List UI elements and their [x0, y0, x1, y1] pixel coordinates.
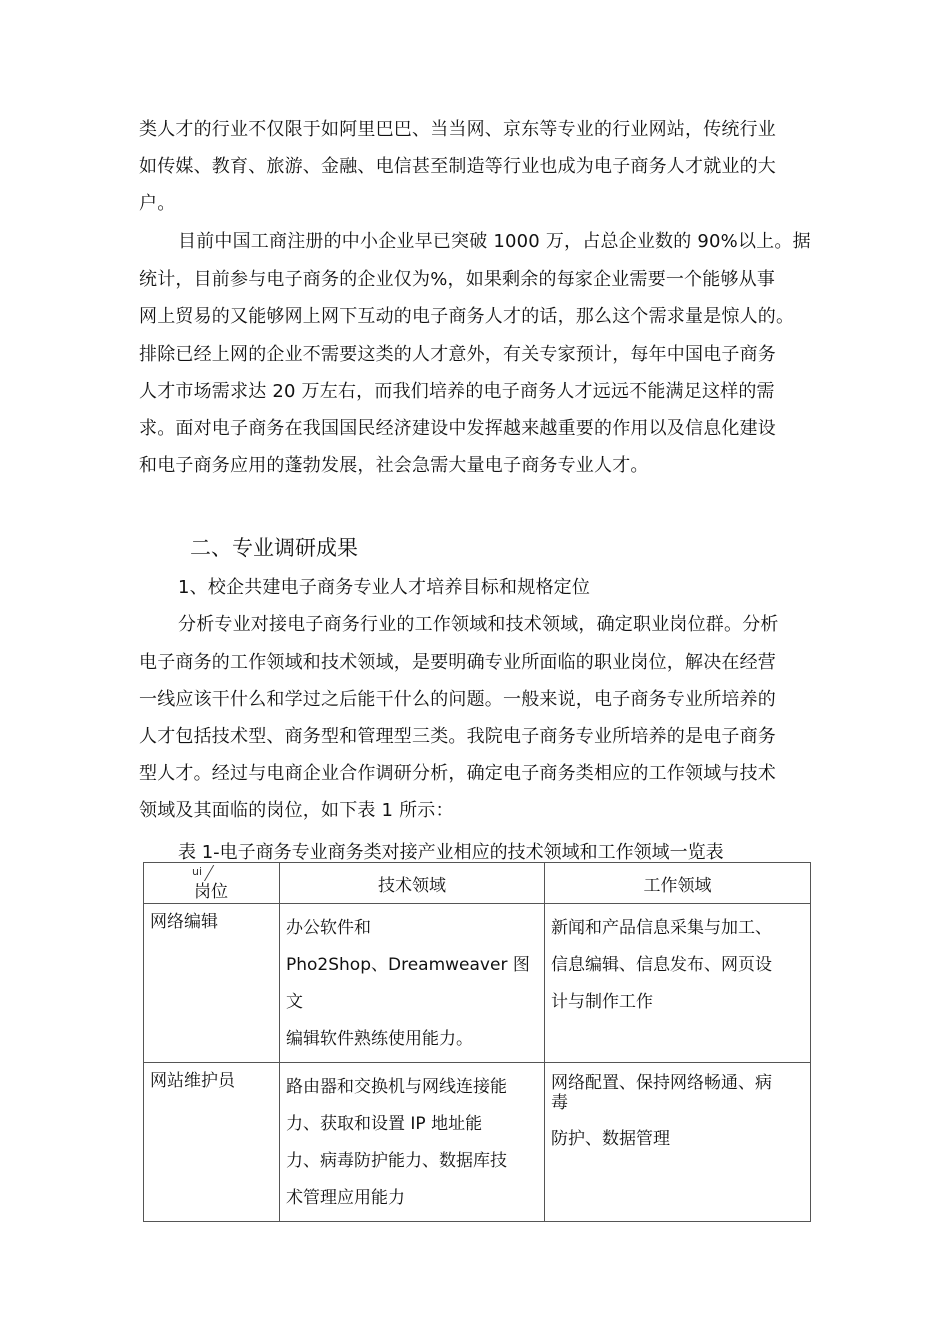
paragraph-1-line-1: 类人才的行业不仅限于如阿里巴巴、当当网、京东等专业的行业网站，传统行业: [139, 119, 776, 140]
tech-line: 编辑软件熟练使用能力。: [286, 1029, 473, 1049]
tech-field-header: 技术领域: [280, 863, 545, 904]
skills-table: [143, 862, 811, 1222]
tech-line: Pho2Shop、Dreamweaver 图文: [286, 955, 530, 1012]
work-line: 新闻和产品信息采集与加工、: [551, 918, 772, 938]
work-line: 防护、数据管理: [551, 1129, 670, 1149]
paragraph-3-line-6: 领域及其面临的岗位，如下表 1 所示：: [139, 800, 454, 821]
position-name: 网络编辑: [150, 912, 218, 932]
paragraph-2-line-1: 目前中国工商注册的中小企业早已突破 1000 万，占总企业数的 90%以上。据: [178, 231, 811, 252]
work-field-header: 工作领域: [545, 863, 811, 904]
table-row: [144, 1063, 811, 1222]
work-line: 网络配置、保持网络畅通、病: [551, 1073, 772, 1093]
tech-line: 力、病毒防护能力、数据库技: [286, 1151, 507, 1171]
tech-line: 办公软件和: [286, 918, 371, 938]
work-line: 计与制作工作: [551, 992, 653, 1012]
paragraph-3-line-5: 型人才。经过与电商企业合作调研分析，确定电子商务类相应的工作领域与技术: [139, 763, 776, 784]
tech-line: 力、获取和设置 IP 地址能: [286, 1114, 483, 1134]
table-caption: 表 1-电子商务专业商务类对接产业相应的技术领域和工作领域一览表: [178, 842, 724, 863]
position-cell: [144, 1063, 280, 1222]
paragraph-3-line-4: 人才包括技术型、商务型和管理型三类。我院电子商务专业所培养的是电子商务: [139, 726, 776, 747]
paragraph-2-line-2: 统计，目前参与电子商务的企业仅为%，如果剩余的每家企业需要一个能够从事: [139, 269, 776, 290]
paragraph-1-line-3: 户。: [139, 193, 176, 214]
paragraph-2-line-7: 和电子商务应用的蓬勃发展，社会急需大量电子商务专业人才。: [139, 455, 649, 476]
position-name: 网站维护员: [150, 1071, 235, 1091]
section-heading: 二、专业调研成果: [190, 536, 358, 560]
tech-line: 路由器和交换机与网线连接能: [286, 1077, 507, 1097]
paragraph-1-line-2: 如传媒、教育、旅游、金融、电信甚至制造等行业也成为电子商务人才就业的大: [139, 156, 776, 177]
corner-header-cell: [144, 863, 280, 904]
paragraph-3-line-3: 一线应该干什么和学过之后能干什么的问题。一般来说，电子商务专业所培养的: [139, 689, 776, 710]
position-header: 岗位: [194, 882, 228, 902]
tech-cell: [280, 1063, 545, 1222]
subheading: 1、校企共建电子商务专业人才培养目标和规格定位: [178, 577, 591, 598]
diagonal-slash: [204, 865, 228, 881]
table-header-row: [144, 863, 811, 904]
paragraph-2-line-5: 人才市场需求达 20 万左右，而我们培养的电子商务人才远远不能满足这样的需: [139, 381, 775, 402]
position-cell: [144, 904, 280, 1063]
tech-line: 术管理应用能力: [286, 1188, 405, 1208]
table-row: [144, 904, 811, 1063]
work-cell: [545, 1063, 811, 1222]
paragraph-3-line-1: 分析专业对接电子商务行业的工作领域和技术领域，确定职业岗位群。分析: [178, 614, 779, 635]
work-line: 信息编辑、信息发布、网页设: [551, 955, 772, 975]
tech-cell: [280, 904, 545, 1063]
paragraph-2-line-4: 排除已经上网的企业不需要这类的人才意外，有关专家预计，每年中国电子商务: [139, 344, 776, 365]
corner-mark: ui: [192, 865, 203, 878]
work-cell: [545, 904, 811, 1063]
paragraph-2-line-3: 网上贸易的又能够网上网下互动的电子商务人才的话，那么这个需求量是惊人的。: [139, 306, 795, 327]
paragraph-3-line-2: 电子商务的工作领域和技术领域，是要明确专业所面临的职业岗位，解决在经营: [139, 652, 776, 673]
paragraph-2-line-6: 求。面对电子商务在我国国民经济建设中发挥越来越重要的作用以及信息化建设: [139, 418, 776, 439]
work-line: 毒: [551, 1093, 568, 1113]
